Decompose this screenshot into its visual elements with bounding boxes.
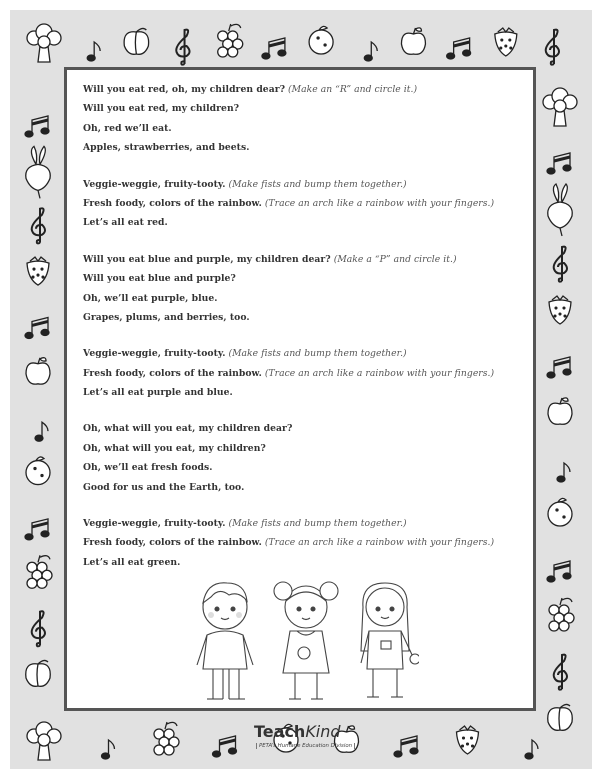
stanza [83,80,523,158]
lyric-line [83,175,523,194]
logo-wordmark [254,722,341,741]
gesture-instruction: (Make an “R” and circle it.) [288,84,418,95]
apple-icon [401,28,425,54]
gesture-instruction: (Make fists and bump them together.) [228,178,407,190]
beamed-notes-icon [547,357,571,378]
lyric-line [83,514,523,533]
lyric-text: Veggie-weggie, fruity-tooty. [83,518,226,530]
beamed-notes-icon [25,519,49,540]
lyric-text: Will you eat blue and purple, my children dear? [83,253,331,265]
lyric-text: Oh, red we’ll eat. [83,122,172,134]
beamed-notes-icon [394,736,418,757]
stanza [83,344,523,402]
peach-icon [26,660,51,686]
beamed-notes-icon [447,38,471,59]
lyric-text: Will you eat blue and purple? [83,273,236,285]
grapes-icon [218,24,243,57]
lyric-text: Fresh foody, colors of the rainbow. [83,367,262,379]
broccoli-icon [27,24,61,62]
gesture-instruction: (Trace an arch like a rainbow with your fingers.) [264,197,495,209]
orange-icon [548,498,572,526]
peach-icon [548,704,573,730]
beet-icon [26,146,51,198]
lyric-line [83,553,523,572]
broccoli-icon [27,722,61,760]
lyric-text: Grapes, plums, and berries, too. [83,311,250,323]
lyric-line [83,138,523,157]
lyric-text: Oh, we’ll eat fresh foods. [83,462,213,474]
eighth-note-icon [102,740,115,759]
lyric-line [83,308,523,327]
orange-icon [309,26,333,54]
gesture-instruction: (Make fists and bump them together.) [228,518,407,530]
lyric-line [83,289,523,308]
eighth-note-icon [87,42,100,61]
logo-brand-teach: Teach [254,722,306,741]
lyric-text: Let’s all eat red. [83,217,168,229]
stanza [83,250,523,328]
lyric-line [83,533,523,552]
treble-clef-icon [32,208,45,243]
lyric-text: Let’s all eat purple and blue. [83,387,233,399]
lyric-text: Fresh foody, colors of the rainbow. [83,537,262,549]
lyric-line [83,80,523,99]
beamed-notes-icon [25,317,49,338]
grapes-icon [27,555,52,588]
beamed-notes-icon [547,153,571,174]
three-children-illustration [193,577,419,705]
lyric-line [83,269,523,288]
strawberry-icon [495,28,517,56]
gesture-instruction: (Trace an arch like a rainbow with your fingers.) [264,537,495,549]
girl-long-hair-figure [361,583,419,697]
lyric-line [83,458,523,477]
broccoli-icon [543,88,577,126]
eighth-note-icon [525,740,538,759]
boy-figure [197,583,253,699]
stanza [83,514,523,572]
beamed-notes-icon [213,736,237,757]
lyric-text: Oh, what will you eat, my children dear? [83,423,293,435]
logo-subtitle: PETA’s Humane Education Division [256,743,355,749]
beamed-notes-icon [547,561,571,582]
beamed-notes-icon [25,116,49,137]
lyric-text: Fresh foody, colors of the rainbow. [83,197,262,209]
lyric-text: Veggie-weggie, fruity-tooty. [83,178,226,190]
lyric-line [83,439,523,458]
strawberry-icon [549,296,571,324]
lyric-line [83,419,523,438]
orange-icon [26,457,50,485]
lyric-text: Apples, strawberries, and beets. [83,142,250,154]
eighth-note-icon [557,463,570,482]
apple-icon [548,398,572,424]
lyric-line [83,364,523,383]
gesture-instruction: (Make fists and bump them together.) [228,348,407,360]
treble-clef-icon [32,611,45,646]
apple-icon [26,358,50,384]
logo-brand-kind: Kind [305,722,341,741]
gesture-instruction: (Trace an arch like a rainbow with your fingers.) [264,367,495,379]
treble-clef-icon [554,247,567,282]
treble-clef-icon [546,30,559,65]
eighth-note-icon [35,422,48,441]
lyric-text: Will you eat red, my children? [83,103,240,115]
lyric-line [83,478,523,497]
lyric-line [83,213,523,232]
teachkind-logo [254,722,354,766]
lyric-text: Will you eat red, oh, my children dear? [83,84,286,95]
lyric-line [83,383,523,402]
eighth-note-icon [364,42,377,61]
strawberry-icon [457,726,479,754]
peach-icon [124,28,149,54]
strawberry-icon [27,257,49,285]
treble-clef-icon [554,655,567,690]
grapes-icon [549,598,574,631]
lyric-line [83,250,523,269]
gesture-instruction: (Make a “P” and circle it.) [333,253,457,265]
lyric-text: Oh, we’ll eat purple, blue. [83,292,218,304]
lyric-text: Veggie-weggie, fruity-tooty. [83,348,226,360]
lyric-line [83,119,523,138]
beet-icon [548,184,573,236]
lyric-line [83,194,523,213]
girl-pigtails-figure [274,582,338,699]
lyric-line [83,99,523,118]
treble-clef-icon [176,30,189,65]
lyric-line [83,344,523,363]
lyric-text: Oh, what will you eat, my children? [83,442,266,454]
stanza [83,419,523,497]
lyric-text: Good for us and the Earth, too. [83,481,245,493]
stanza [83,175,523,233]
grapes-icon [154,722,179,755]
lyric-text: Let’s all eat green. [83,556,181,568]
song-lyrics [83,80,523,589]
lyrics-panel [64,67,536,711]
beamed-notes-icon [262,38,286,59]
